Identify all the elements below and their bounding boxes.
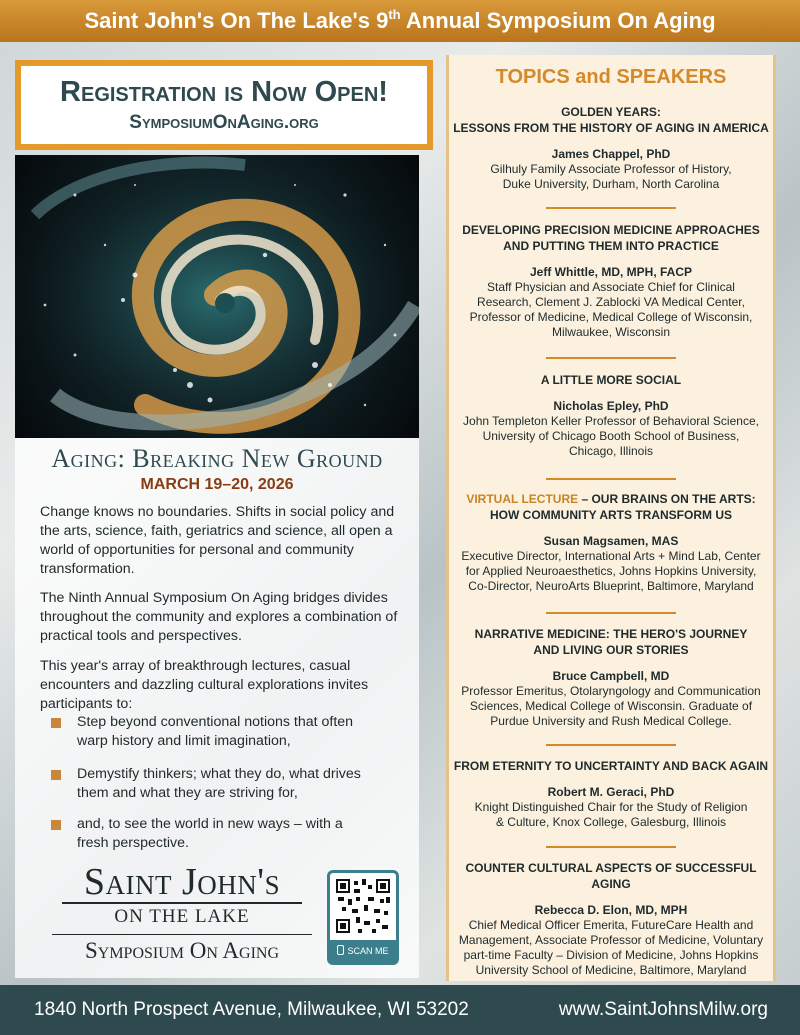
topic-item	[452, 860, 770, 978]
speaker-name: Nicholas Epley, PhD	[553, 399, 669, 413]
bullet-square-icon	[51, 820, 61, 830]
virtual-lecture-label: VIRTUAL LECTURE	[466, 492, 579, 506]
galaxy-swirl-image	[15, 155, 419, 438]
topic-title: A LITTLE MORE SOCIAL	[540, 373, 682, 387]
topic-item	[452, 626, 770, 729]
event-title: Aging: Breaking New Ground	[51, 444, 383, 473]
topic-title-text: – OUR BRAINS ON THE ARTS: HOW COMMUNITY ARTS TRANSFORM US	[490, 492, 756, 522]
footer-address: 1840 North Prospect Avenue, Milwaukee, WI 53202	[34, 999, 469, 1020]
speaker-description: Chief Medical Officer Emerita, FutureCare Health and Management, Associate Professor of Medicine, Voluntary part-time Faculty – Division of Medicine, Johns Hopkins University School of Medicine, Baltimore, Maryland	[458, 918, 764, 977]
topic-item	[452, 372, 770, 459]
topic-title: DEVELOPING PRECISION MEDICINE APPROACHES AND PUTTING THEM INTO PRACTICE	[462, 223, 760, 253]
bullet-item	[55, 765, 375, 803]
logo-line-1: Saint John's	[83, 861, 281, 903]
topic-item	[452, 758, 770, 830]
event-dates: MARCH 19–20, 2026	[140, 476, 294, 493]
bullet-text: and, to see the world in new ways – with a fresh perspective.	[77, 816, 343, 851]
speaker-name: Jeff Whittle, MD, MPH, FACP	[530, 265, 692, 279]
topic-item	[452, 104, 770, 192]
registration-box	[15, 60, 433, 150]
header-banner	[0, 0, 800, 42]
topic-item	[452, 491, 770, 594]
intro-paragraph-1: Change knows no boundaries. Shifts in social policy and the arts, science, faith, geriatrics and science, all open a world of opportunities for personal and community transformation.	[40, 504, 395, 577]
bullet-text: Demystify thinkers; what they do, what drives them and what they are striving for,	[77, 766, 361, 801]
topic-title: GOLDEN YEARS: LESSONS FROM THE HISTORY OF AGING IN AMERICA	[453, 105, 769, 135]
topic-item	[452, 222, 770, 340]
bullet-text: Step beyond conventional notions that often warp history and limit imagination,	[77, 714, 354, 749]
bullet-item	[55, 713, 375, 751]
bullet-square-icon	[51, 718, 61, 728]
qr-code[interactable]	[327, 870, 399, 965]
speaker-description: John Templeton Keller Professor of Behavioral Science, University of Chicago Booth School of Business, Chicago, Illinois	[463, 414, 759, 458]
speaker-name: Robert M. Geraci, PhD	[547, 785, 675, 799]
logo-line-3: Symposium On Aging	[52, 934, 312, 965]
speaker-description: Executive Director, International Arts + Mind Lab, Center for Applied Neuroaesthetics, Johns Hopkins University, Co-Director, NeuroArts Blueprint, Baltimore, Maryland	[461, 549, 761, 593]
registration-title: Registration is Now Open!	[60, 76, 388, 108]
registration-url[interactable]: SymposiumOnAging.org	[129, 112, 319, 133]
logo-line-2: ON THE LAKE	[62, 902, 302, 928]
topics-heading: TOPICS and SPEAKERS	[495, 66, 727, 88]
intro-paragraph-2: The Ninth Annual Symposium On Aging bridges divides throughout the community and explores a combination of practical tools and perspectives.	[40, 590, 398, 644]
header-title-sup: th	[388, 7, 401, 22]
speaker-name: Susan Magsamen, MAS	[543, 534, 679, 548]
qr-code-icon	[334, 877, 392, 935]
intro-paragraph-3: This year's array of breakthrough lectures, casual encounters and dazzling cultural explorations invites participants to:	[40, 658, 369, 712]
speaker-description: Gilhuly Family Associate Professor of History, Duke University, Durham, North Carolina	[490, 162, 732, 191]
bullet-square-icon	[51, 770, 61, 780]
header-title-pre: Saint John's On The Lake's 9	[84, 8, 389, 33]
footer-website-link[interactable]: www.SaintJohnsMilw.org	[558, 999, 768, 1020]
speaker-description: Knight Distinguished Chair for the Study of Religion & Culture, Knox College, Galesburg, Illinois	[474, 800, 748, 829]
scan-me-text: SCAN ME	[347, 946, 389, 956]
speaker-name: Rebecca D. Elon, MD, MPH	[534, 903, 688, 917]
topic-title	[452, 491, 770, 523]
topic-divider	[546, 207, 676, 209]
topic-divider	[546, 357, 676, 359]
speaker-description: Staff Physician and Associate Chief for Clinical Research, Clement J. Zablocki VA Medical Center, Professor of Medicine, Medical College of Wisconsin, Milwaukee, Wisconsin	[469, 280, 753, 339]
topic-divider	[546, 478, 676, 480]
topic-title: FROM ETERNITY TO UNCERTAINTY AND BACK AGAIN	[453, 759, 769, 773]
header-title-post: Annual Symposium On Aging	[400, 8, 716, 33]
topic-title: COUNTER CULTURAL ASPECTS OF SUCCESSFUL AGING	[465, 861, 757, 891]
scan-me-label	[330, 940, 396, 962]
speaker-name: Bruce Campbell, MD	[552, 669, 670, 683]
bullet-item	[55, 815, 375, 853]
speaker-description: Professor Emeritus, Otolaryngology and Communication Sciences, Medical College of Wisconsin. Graduate of Purdue University and Rush Medical College.	[461, 684, 761, 728]
phone-icon	[337, 945, 344, 955]
topic-divider	[546, 846, 676, 848]
topic-divider	[546, 612, 676, 614]
topic-title: NARRATIVE MEDICINE: THE HERO'S JOURNEY AND LIVING OUR STORIES	[474, 627, 748, 657]
footer-bar	[0, 985, 800, 1035]
saint-johns-logo	[52, 862, 312, 965]
topic-divider	[546, 744, 676, 746]
speaker-name: James Chappel, PhD	[551, 147, 671, 161]
